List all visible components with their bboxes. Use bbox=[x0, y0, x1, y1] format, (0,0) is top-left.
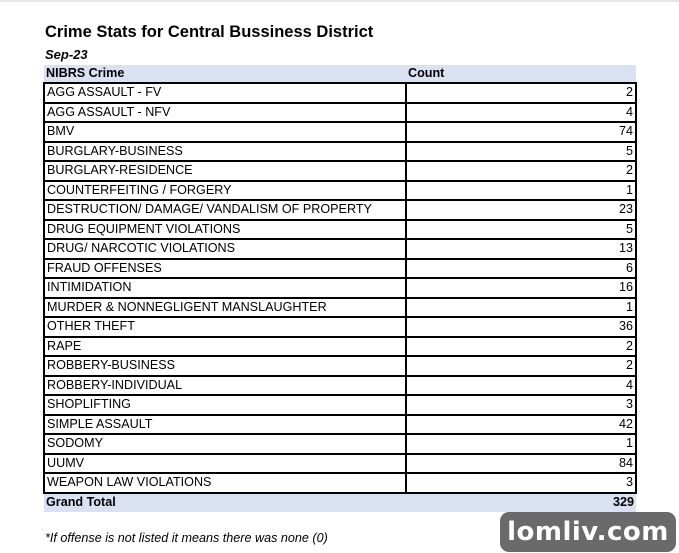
table-row bbox=[44, 83, 636, 103]
table-row bbox=[44, 122, 636, 142]
crime-count-cell: 74 bbox=[406, 122, 636, 142]
crime-stats-table bbox=[43, 65, 637, 512]
report-title: Crime Stats for Central Bussiness District bbox=[45, 23, 374, 41]
crime-count-cell: 1 bbox=[406, 434, 636, 454]
table-row bbox=[44, 200, 636, 220]
table-row bbox=[44, 298, 636, 318]
crime-name-cell: OTHER THEFT bbox=[44, 317, 406, 337]
crime-count-cell: 16 bbox=[406, 278, 636, 298]
crime-name-cell: INTIMIDATION bbox=[44, 278, 406, 298]
crime-count-cell: 2 bbox=[406, 161, 636, 181]
crime-count-cell: 2 bbox=[406, 83, 636, 103]
crime-name-cell: FRAUD OFFENSES bbox=[44, 259, 406, 279]
crime-name-cell: RAPE bbox=[44, 337, 406, 357]
crime-name-cell: COUNTERFEITING / FORGERY bbox=[44, 181, 406, 201]
crime-count-cell: 2 bbox=[406, 337, 636, 357]
crime-count-cell: 3 bbox=[406, 473, 636, 493]
crime-count-cell: 5 bbox=[406, 142, 636, 162]
table-row bbox=[44, 376, 636, 396]
crime-name-cell: SHOPLIFTING bbox=[44, 395, 406, 415]
crime-count-cell: 42 bbox=[406, 415, 636, 435]
crime-name-cell: DRUG EQUIPMENT VIOLATIONS bbox=[44, 220, 406, 240]
top-divider bbox=[0, 0, 679, 2]
crime-count-cell: 3 bbox=[406, 395, 636, 415]
crime-name-cell: WEAPON LAW VIOLATIONS bbox=[44, 473, 406, 493]
crime-name-cell: DESTRUCTION/ DAMAGE/ VANDALISM OF PROPERTY bbox=[44, 200, 406, 220]
table-row bbox=[44, 142, 636, 162]
table-row bbox=[44, 434, 636, 454]
footnote: *If offense is not listed it means there was none (0) bbox=[45, 531, 328, 545]
crime-count-cell: 36 bbox=[406, 317, 636, 337]
crime-name-cell: BURGLARY-BUSINESS bbox=[44, 142, 406, 162]
crime-name-cell: SIMPLE ASSAULT bbox=[44, 415, 406, 435]
grand-total-label: Grand Total bbox=[44, 493, 406, 512]
table-row bbox=[44, 259, 636, 279]
table-header-row bbox=[44, 65, 636, 83]
header-count: Count bbox=[406, 65, 636, 83]
table-row bbox=[44, 278, 636, 298]
crime-count-cell: 13 bbox=[406, 239, 636, 259]
table-row bbox=[44, 103, 636, 123]
crime-name-cell: BMV bbox=[44, 122, 406, 142]
table-row bbox=[44, 317, 636, 337]
crime-name-cell: DRUG/ NARCOTIC VIOLATIONS bbox=[44, 239, 406, 259]
table-row bbox=[44, 395, 636, 415]
table-row bbox=[44, 415, 636, 435]
table-row bbox=[44, 239, 636, 259]
crime-count-cell: 4 bbox=[406, 103, 636, 123]
table-row bbox=[44, 454, 636, 474]
table-row bbox=[44, 161, 636, 181]
table-row bbox=[44, 181, 636, 201]
crime-count-cell: 5 bbox=[406, 220, 636, 240]
crime-name-cell: ROBBERY-INDIVIDUAL bbox=[44, 376, 406, 396]
crime-name-cell: MURDER & NONNEGLIGENT MANSLAUGHTER bbox=[44, 298, 406, 318]
crime-count-cell: 6 bbox=[406, 259, 636, 279]
table-row bbox=[44, 473, 636, 493]
crime-count-cell: 84 bbox=[406, 454, 636, 474]
report-period: Sep-23 bbox=[45, 47, 88, 62]
crime-count-cell: 1 bbox=[406, 298, 636, 318]
watermark-logo: lomliv.com bbox=[500, 512, 676, 552]
crime-name-cell: BURGLARY-RESIDENCE bbox=[44, 161, 406, 181]
grand-total-row bbox=[44, 493, 636, 512]
crime-name-cell: AGG ASSAULT - FV bbox=[44, 83, 406, 103]
crime-name-cell: AGG ASSAULT - NFV bbox=[44, 103, 406, 123]
table-row bbox=[44, 356, 636, 376]
crime-count-cell: 2 bbox=[406, 356, 636, 376]
table-row bbox=[44, 220, 636, 240]
crime-count-cell: 23 bbox=[406, 200, 636, 220]
table-row bbox=[44, 337, 636, 357]
crime-count-cell: 1 bbox=[406, 181, 636, 201]
crime-count-cell: 4 bbox=[406, 376, 636, 396]
crime-name-cell: UUMV bbox=[44, 454, 406, 474]
crime-name-cell: SODOMY bbox=[44, 434, 406, 454]
grand-total-count: 329 bbox=[406, 493, 636, 512]
crime-name-cell: ROBBERY-BUSINESS bbox=[44, 356, 406, 376]
header-crime: NIBRS Crime bbox=[44, 65, 406, 83]
